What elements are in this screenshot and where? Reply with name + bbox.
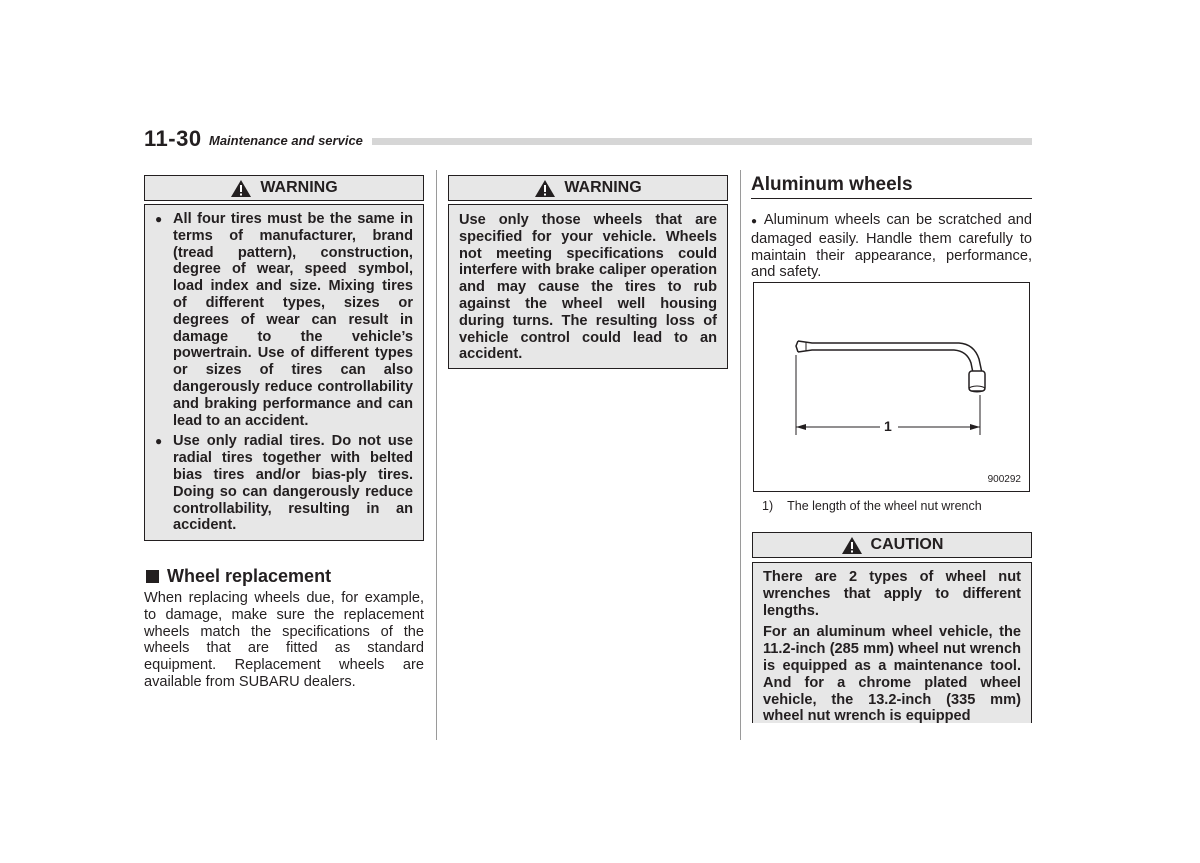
- warning-title: WARNING: [260, 179, 338, 196]
- warning-triangle-icon: [841, 536, 863, 555]
- warning-bullet-text: Use only radial tires. Do not use radial tires together with belted bias tires and/or bias-ply tires. Doing so can dangerously reduce controllability, resulting in an accident.: [173, 433, 413, 534]
- wheel-nut-wrench-illustration: [754, 283, 1029, 491]
- warning-body: [448, 204, 728, 369]
- wheel-replacement-heading-text: Wheel replacement: [167, 566, 332, 586]
- caution-title: CAUTION: [870, 536, 944, 553]
- warning-triangle-icon: [534, 179, 556, 198]
- bullet-dot-icon: ●: [751, 216, 764, 227]
- figure-caption: [762, 499, 982, 513]
- warning-bullet: [153, 433, 413, 534]
- section-title: Maintenance and service: [209, 133, 363, 148]
- warning-title: WARNING: [564, 179, 642, 196]
- caution-header: [752, 532, 1032, 558]
- caution-body: [752, 562, 1032, 723]
- warning-bullet-text: All four tires must be the same in terms of manufacturer, brand (tread pattern), construction, degree of wear, speed symbol, load index and size. Mixing tires of different types, sizes or degrees of wear can result in damage to the vehicle’s powertrain. Use of different types or sizes of tires can also dangerously reduce controllability and braking performance and can lead to an accident.: [173, 211, 413, 429]
- caption-number: 1): [762, 499, 774, 513]
- wheel-replacement-text: When replacing wheels due, for example, to damage, make sure the replacement wheels match the specifications of the wheels that are fitted as standard equipment. Replacement wheels are available from SUBARU dealers.: [144, 590, 424, 690]
- section-square-icon: [146, 570, 159, 583]
- wheel-replacement-heading: [146, 566, 331, 587]
- warning-body: [144, 204, 424, 541]
- column-divider: [436, 170, 437, 740]
- caution-paragraph: There are 2 types of wheel nut wrenches that apply to different lengths.: [763, 569, 1021, 619]
- aluminum-wheels-bullet: Aluminum wheels can be scratched and damaged easily. Handle them carefully to maintain their appearance, performance, and safety.: [751, 212, 1032, 281]
- aluminum-wheels-heading: Aluminum wheels: [751, 174, 1032, 199]
- figure-code: 900292: [987, 474, 1021, 485]
- header-rule: [372, 138, 1032, 145]
- column-divider: [740, 170, 741, 740]
- warning-triangle-icon: [230, 179, 252, 198]
- bullet-dot-icon: ●: [155, 212, 163, 226]
- caption-text: The length of the wheel nut wrench: [787, 499, 982, 513]
- warning-header: [448, 175, 728, 201]
- warning-header: [144, 175, 424, 201]
- warning-text: Use only those wheels that are specified for your vehicle. Wheels not meeting specifications could interfere with brake caliper operation and may cause the tires to rub against the wheel well housing during turns. The resulting loss of vehicle control could lead to an accident.: [459, 212, 717, 363]
- warning-bullet: [153, 211, 413, 429]
- dimension-label: 1: [884, 418, 892, 434]
- aluminum-wheels-text: [751, 212, 1032, 281]
- wrench-figure: [753, 282, 1030, 492]
- bullet-dot-icon: ●: [155, 434, 163, 449]
- caution-paragraph: For an aluminum wheel vehicle, the 11.2-inch (285 mm) wheel nut wrench is equipped as a maintenance tool. And for a chrome plated wheel vehicle, the 13.2-inch (335 mm) wheel nut wrench is equipped: [763, 624, 1021, 723]
- page-number: 11-30: [144, 126, 202, 151]
